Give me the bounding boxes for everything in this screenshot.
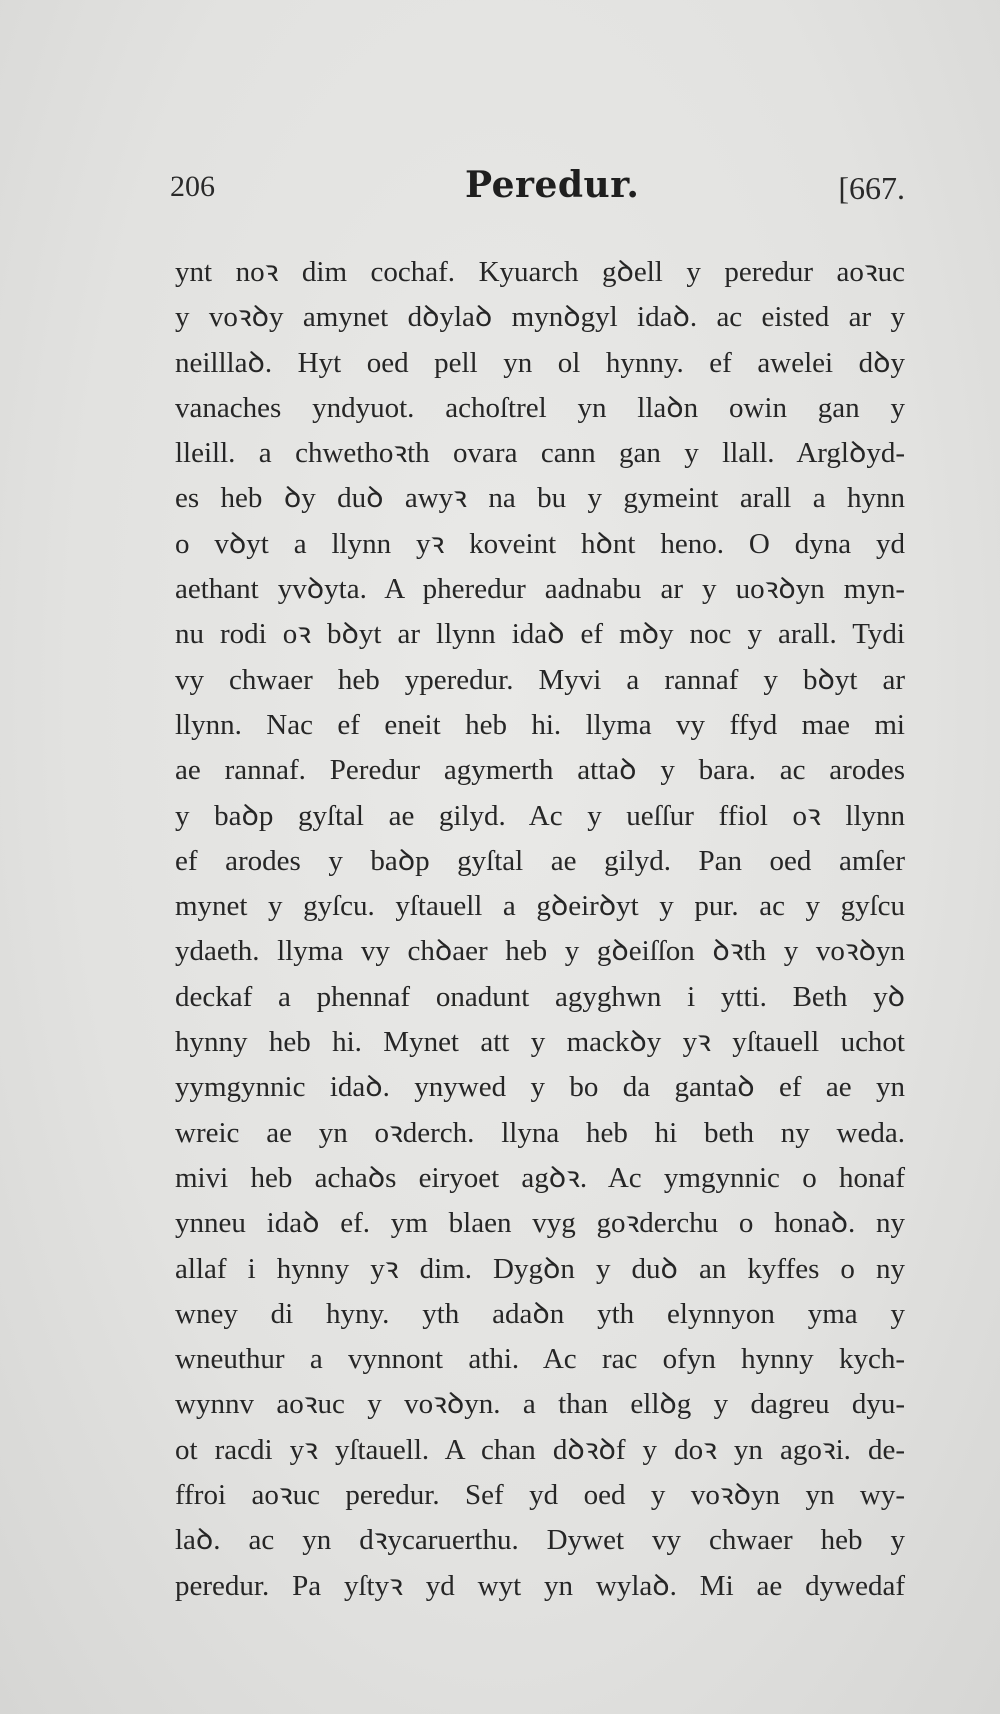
text-line: y voꝛꝺy amynet dꝺylaꝺ mynꝺgyl idaꝺ. ac eisted ar y	[175, 301, 905, 334]
text-line: ynt noꝛ dim cochaf. Kyuarch gꝺell y peredur aoꝛuc	[175, 256, 905, 288]
text-line: ef arodes y baꝺp gyſtal ae gilyd. Pan oed amſer	[175, 844, 905, 877]
text-line: ffroi aoꝛuc peredur. Sef yd oed y voꝛꝺyn yn wy-	[175, 1479, 905, 1512]
text-line: o vꝺyt a llynn yꝛ koveint hꝺnt heno. O dyna yd	[175, 527, 905, 560]
text-line: ot racdi yꝛ yſtauell. A chan dꝺꝛꝺf y doꝛ yn agoꝛi. de-	[175, 1433, 905, 1466]
body-text	[175, 250, 905, 1609]
running-title: Peredur.	[465, 164, 640, 206]
text-line: wney di hyny. yth adaꝺn yth elynnyon yma y	[175, 1297, 905, 1330]
text-line: ynneu idaꝺ ef. ym blaen vyg goꝛderchu o honaꝺ. ny	[175, 1207, 905, 1240]
text-line: vy chwaer heb yperedur. Myvi a rannaf y bꝺyt ar	[175, 663, 905, 696]
section-marker: [667.	[838, 170, 905, 206]
text-line: nu rodi oꝛ bꝺyt ar llynn idaꝺ ef mꝺy noc y arall. Tydi	[175, 618, 905, 651]
text-line: neilllaꝺ. Hyt oed pell yn ol hynny. ef awelei dꝺy	[175, 346, 905, 379]
text-line: peredur. Pa yſtyꝛ yd wyt yn wylaꝺ. Mi ae dywedaf	[175, 1569, 905, 1602]
text-line: es heb ꝺy duꝺ awyꝛ na bu y gymeint arall a hynn	[175, 482, 905, 515]
text-line: vanaches yndyuot. achoſtrel yn llaꝺn owin gan y	[175, 391, 905, 424]
text-line: deckaf a phennaf onadunt agyghwn i ytti. Beth yꝺ	[175, 980, 905, 1013]
text-line: wynnv aoꝛuc y voꝛꝺyn. a than ellꝺg y dagreu dyu-	[175, 1388, 905, 1421]
text-line: ydaeth. llyma vy chꝺaer heb y gꝺeiſſon ꝺꝛth y voꝛꝺyn	[175, 935, 905, 968]
page-header	[170, 164, 905, 220]
text-line: wreic ae yn oꝛderch. llyna heb hi beth ny weda.	[175, 1116, 905, 1149]
page-number: 206	[170, 170, 215, 203]
text-line: y baꝺp gyſtal ae gilyd. Ac y ueſſur ffiol oꝛ llynn	[175, 799, 905, 832]
text-line: yymgynnic idaꝺ. ynywed y bo da gantaꝺ ef ae yn	[175, 1071, 905, 1104]
text-line: aethant yvꝺyta. A pheredur aadnabu ar y uoꝛꝺyn myn-	[175, 573, 905, 606]
text-line: allaf i hynny yꝛ dim. Dygꝺn y duꝺ an kyffes o ny	[175, 1252, 905, 1285]
text-line: wneuthur a vynnont athi. Ac rac ofyn hynny kych-	[175, 1343, 905, 1376]
text-line: ae rannaf. Peredur agymerth attaꝺ y bara. ac arodes	[175, 754, 905, 787]
text-line: hynny heb hi. Mynet att y mackꝺy yꝛ yſtauell uchot	[175, 1026, 905, 1059]
text-line: lleill. a chwethoꝛth ovara cann gan y llall. Arglꝺyd-	[175, 437, 905, 470]
text-line: llynn. Nac ef eneit heb hi. llyma vy ffyd mae mi	[175, 708, 905, 741]
text-line: laꝺ. ac yn dꝛycaruerthu. Dywet vy chwaer heb y	[175, 1524, 905, 1557]
text-line: mynet y gyſcu. yſtauell a gꝺeirꝺyt y pur. ac y gyſcu	[175, 890, 905, 923]
text-line: mivi heb achaꝺs eiryoet agꝺꝛ. Ac ymgynnic o honaf	[175, 1161, 905, 1194]
